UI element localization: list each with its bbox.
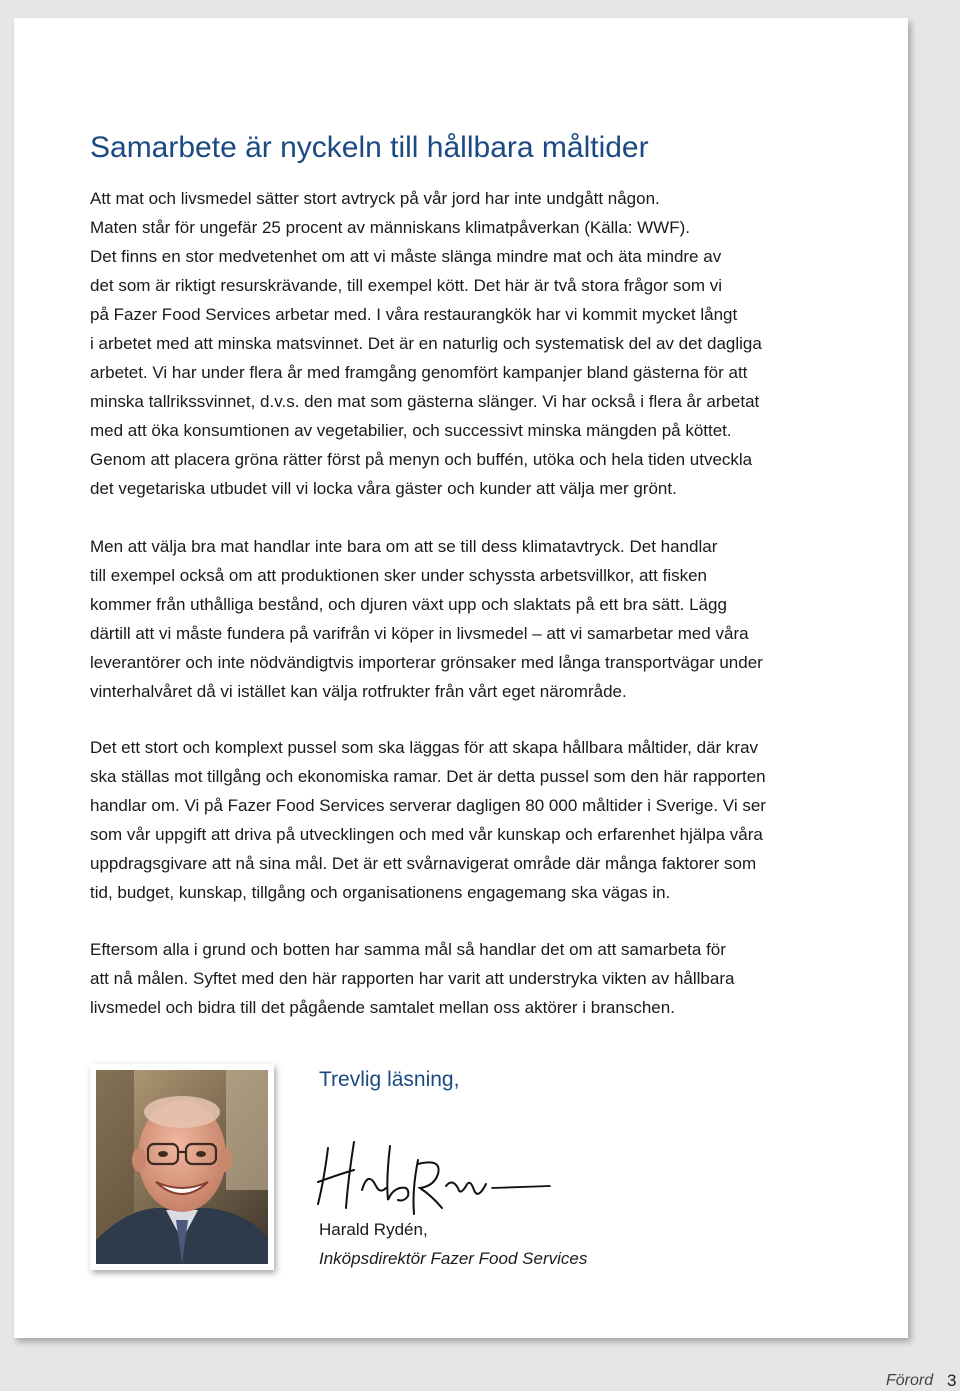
text-line: Att mat och livsmedel sätter stort avtryck på vår jord har inte undgått någon. [90,189,660,208]
text-line: det som är riktigt resurskrävande, till exempel kött. Det här är två stora frågor som vi [90,276,723,295]
text-line: vinterhalvåret då vi istället kan välja rotfrukter från vårt eget närområde. [90,682,627,701]
author-photo [90,1064,274,1270]
text-line: kommer från uthålliga bestånd, och djuren växt upp och slaktats på ett bra sätt. Lägg [90,595,727,614]
page-title: Samarbete är nyckeln till hållbara måltider [90,131,649,164]
text-line: handlar om. Vi på Fazer Food Services serverar dagligen 80 000 måltider i Sverige. Vi ser [90,796,766,815]
paragraph-1 [90,184,762,503]
text-line: på Fazer Food Services arbetar med. I våra restaurangkök har vi kommit mycket långt [90,305,738,324]
text-line: Men att välja bra mat handlar inte bara om att se till dess klimatavtryck. Det handlar [90,537,718,556]
text-line: leverantörer och inte nödvändigtvis importerar grönsaker med långa transportvägar under [90,653,763,672]
page-number: 3 [947,1371,957,1390]
text-line: minska tallrikssvinnet, d.v.s. den mat som gästerna slänger. Vi har också i flera år arbetat [90,392,760,411]
text-line: arbetet. Vi har under flera år med framgång genomfört kampanjer bland gästerna för att [90,363,748,382]
signer-name: Harald Rydén, [319,1220,428,1239]
greeting: Trevlig läsning, [319,1068,460,1091]
text-line: Det ett stort och komplext pussel som ska läggas för att skapa hållbara måltider, där krav [90,738,759,757]
portrait-image [96,1070,268,1264]
text-line: Eftersom alla i grund och botten har samma mål så handlar det om att samarbeta för [90,940,726,959]
paragraph-4 [90,935,734,1022]
paragraph-2 [90,532,763,706]
text-line: därtill att vi måste fundera på varifrån vi köper in livsmedel – att vi samarbetar med våra [90,624,749,643]
text-line: med att öka konsumtionen av vegetabilier, och successivt minska mängden på köttet. [90,421,732,440]
text-line: livsmedel och bidra till det pågående samtalet mellan oss aktörer i branschen. [90,998,675,1017]
signer-role: Inköpsdirektör Fazer Food Services [319,1249,588,1268]
text-line: till exempel också om att produktionen sker under schyssta arbetsvillkor, att fisken [90,566,708,585]
text-line: att nå målen. Syftet med den här rapporten har varit att understryka vikten av hållbara [90,969,735,988]
text-line: tid, budget, kunskap, tillgång och organisationens engagemang ska vägas in. [90,883,671,902]
text-line: det vegetariska utbudet vill vi locka våra gäster och kunder att välja mer grönt. [90,479,677,498]
text-line: Det finns en stor medvetenhet om att vi måste slänga mindre mat och äta mindre av [90,247,722,266]
text-line: ska ställas mot tillgång och ekonomiska ramar. Det är detta pussel som den här rapporten [90,767,766,786]
text-line: uppdragsgivare att nå sina mål. Det är ett svårnavigerat område där många faktorer som [90,854,757,873]
text-line: som vår uppgift att driva på utvecklingen och med vår kunskap och erfarenhet hjälpa våra [90,825,763,844]
footer-section-label: Förord [886,1372,934,1389]
text-line: Maten står för ungefär 25 procent av människans klimatpåverkan (Källa: WWF). [90,218,690,237]
paragraph-3 [90,733,766,907]
text-line: i arbetet med att minska matsvinnet. Det är en naturlig och systematisk del av det dagliga [90,334,762,353]
signature-image [310,1130,560,1220]
text-line: Genom att placera gröna rätter först på menyn och buffén, utöka och hela tiden utveckla [90,450,753,469]
